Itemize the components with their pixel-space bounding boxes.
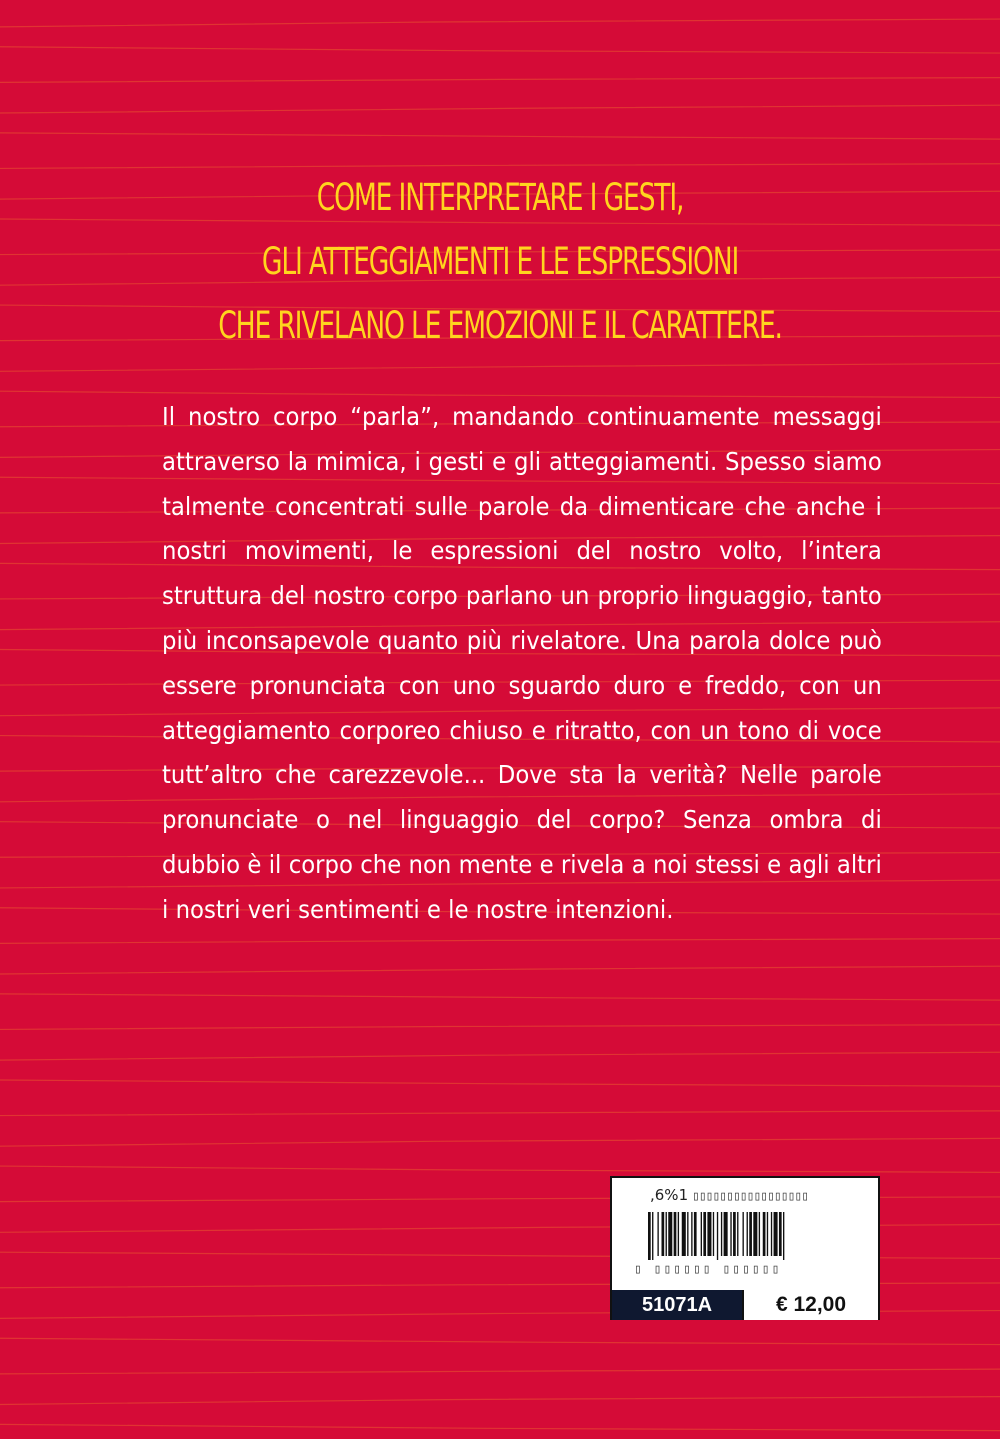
barcode-bar [743,1212,744,1256]
barcode-bar [674,1212,677,1256]
barcode-bar [668,1212,672,1256]
barcode-bar [703,1212,706,1256]
ruled-line [0,1369,1000,1374]
ruled-line [0,966,1000,974]
ruled-line [0,105,1000,113]
barcode-bar [724,1212,728,1256]
barcode-bar [701,1212,702,1256]
barcode-bar [737,1212,738,1256]
ruled-line [0,1338,1000,1344]
barcode-bar [767,1212,768,1256]
price: € 12,00 [742,1290,878,1320]
isbn-label: ,6%1 [650,1186,689,1204]
barcode-bar [687,1212,688,1256]
barcode-bar [648,1212,651,1260]
barcode-icon [648,1212,848,1260]
ruled-line [0,363,1000,371]
ruled-line [0,1424,1000,1430]
barcode-bar [759,1212,760,1256]
ruled-line [0,47,1000,53]
barcode-digits: ▯ ▯▯▯▯▯▯ ▯▯▯▯▯▯ [634,1262,782,1277]
isbn-number: ▯▯▯▯▯▯▯▯▯▯▯▯▯▯▯▯▯ [692,1189,809,1204]
tagline-line-3: CHE RIVELANO LE EMOZIONI E IL CARATTERE. [218,304,782,347]
ruled-line [0,1025,1000,1030]
barcode-bar [713,1212,714,1256]
barcode-bar [682,1212,686,1256]
barcode-bar [747,1212,748,1256]
barcode-bar [753,1212,757,1256]
ruled-line [0,939,1000,944]
ruled-line [0,1111,1000,1116]
ruled-line [0,19,1000,27]
product-code: 51071A [612,1290,742,1320]
ruled-line [0,133,1000,139]
blurb-text: Il nostro corpo “parla”, mandando continuamente messaggi attraverso la mimica, i gesti e gli atteggiamenti. Spesso siamo talmente concentrati sulle parole da dimenticare che anche i nostri movimenti, le espressioni del nostro volto, l’intera struttura del nostro corpo parlano un proprio linguaggio, tanto più inconsapevole quanto più rivelatore. Una parola dolce può essere pronunciata con uno sguardo duro e freddo, con un atteggiamento corporeo chiuso e ritratto, con un tono di voce tutt’altro che carezzevole... Dove sta la verità? Nelle parole pronunciate o nel linguaggio del corpo? Senza ombra di dubbio è il corpo che non mente e rivela a noi stessi e agli altri i nostri veri sentimenti e le nostre intenzioni. [162,402,882,924]
barcode-bar [707,1212,711,1256]
tagline [212,166,788,358]
barcode-bar [771,1212,772,1256]
ruled-line [0,1138,1000,1146]
tagline-line-1: COME INTERPRETARE I GESTI, [316,176,684,219]
ruled-line [0,1080,1000,1086]
barcode-bar [783,1212,784,1260]
ruled-line [0,1052,1000,1060]
barcode-bar [717,1212,718,1260]
barcode-bar [666,1212,667,1256]
barcode-bar [691,1212,692,1256]
barcode-bar [749,1212,752,1256]
ruled-line [0,994,1000,1000]
barcode-bar [662,1212,665,1256]
barcode-bar [774,1212,778,1256]
barcode-bar [730,1212,731,1256]
barcode-bar [694,1212,697,1256]
barcode-bar [733,1212,736,1256]
barcode-bar [763,1212,766,1256]
barcode-bar [678,1212,679,1256]
ruled-line [0,78,1000,83]
barcode-bar [657,1212,658,1256]
barcode-label [610,1176,880,1320]
tagline-line-2: GLI ATTEGGIAMENTI E LE ESPRESSIONI [261,240,739,283]
barcode-bar [779,1212,782,1256]
ruled-line [0,1166,1000,1172]
barcode-bar [652,1212,653,1260]
ruled-line [0,1397,1000,1405]
barcode-bar [721,1212,722,1256]
